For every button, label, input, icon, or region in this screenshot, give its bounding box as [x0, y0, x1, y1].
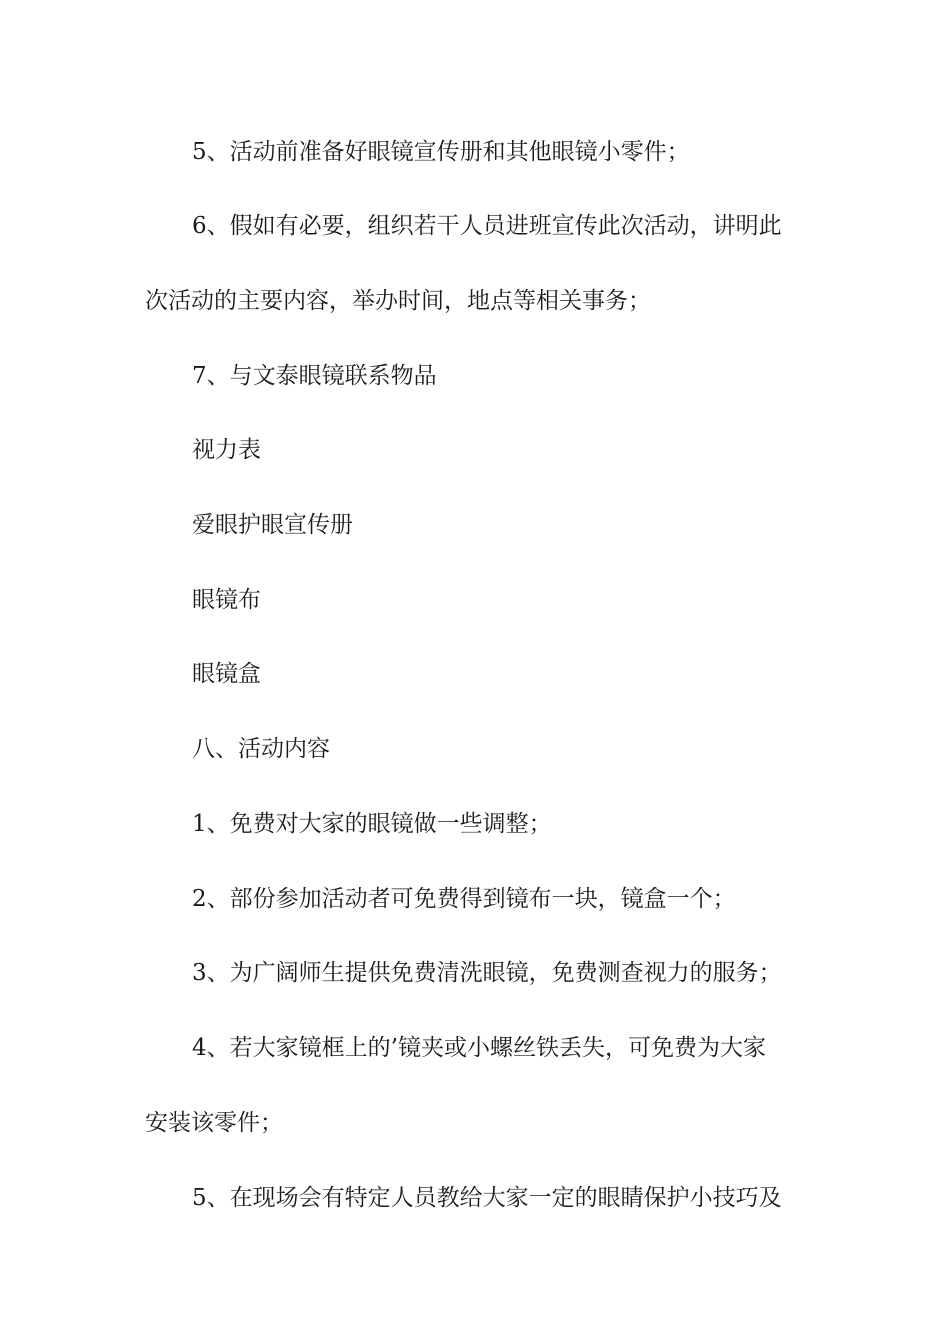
paragraph-prep-brochures: 5、活动前准备好眼镜宣传册和其他眼镜小零件； [192, 139, 690, 165]
paragraph-class-promotion: 6、假如有必要，组织若干人员进班宣传此次活动，讲明此 [192, 213, 782, 239]
paragraph-contact-supplier: 7、与文泰眼镜联系物品 [192, 363, 437, 389]
paragraph-eye-care-tips: 5、在现场会有特定人员教给大家一定的眼睛保护小技巧及 [192, 1185, 782, 1211]
list-item-lens-cloth: 眼镜布 [192, 587, 261, 613]
paragraph-free-cleaning: 3、为广阔师生提供免费清洗眼镜，免费测查视力的服务； [192, 960, 782, 986]
paragraph-free-parts: 4、若大家镜框上的’镜夹或小螺丝铁丢失，可免费为大家 [192, 1035, 766, 1061]
list-item-glasses-case: 眼镜盒 [192, 661, 261, 687]
paragraph-class-promotion-cont: 次活动的主要内容，举办时间，地点等相关事务； [145, 288, 651, 314]
paragraph-free-cloth-case: 2、部份参加活动者可免费得到镜布一块，镜盒一个； [192, 886, 736, 912]
section-heading-activity-content: 八、活动内容 [192, 736, 330, 762]
paragraph-free-adjustment: 1、免费对大家的眼镜做一些调整； [192, 811, 552, 837]
list-item-eye-chart: 视力表 [192, 437, 261, 463]
list-item-brochure: 爱眼护眼宣传册 [192, 512, 353, 538]
paragraph-free-parts-cont: 安装该零件； [145, 1110, 283, 1136]
